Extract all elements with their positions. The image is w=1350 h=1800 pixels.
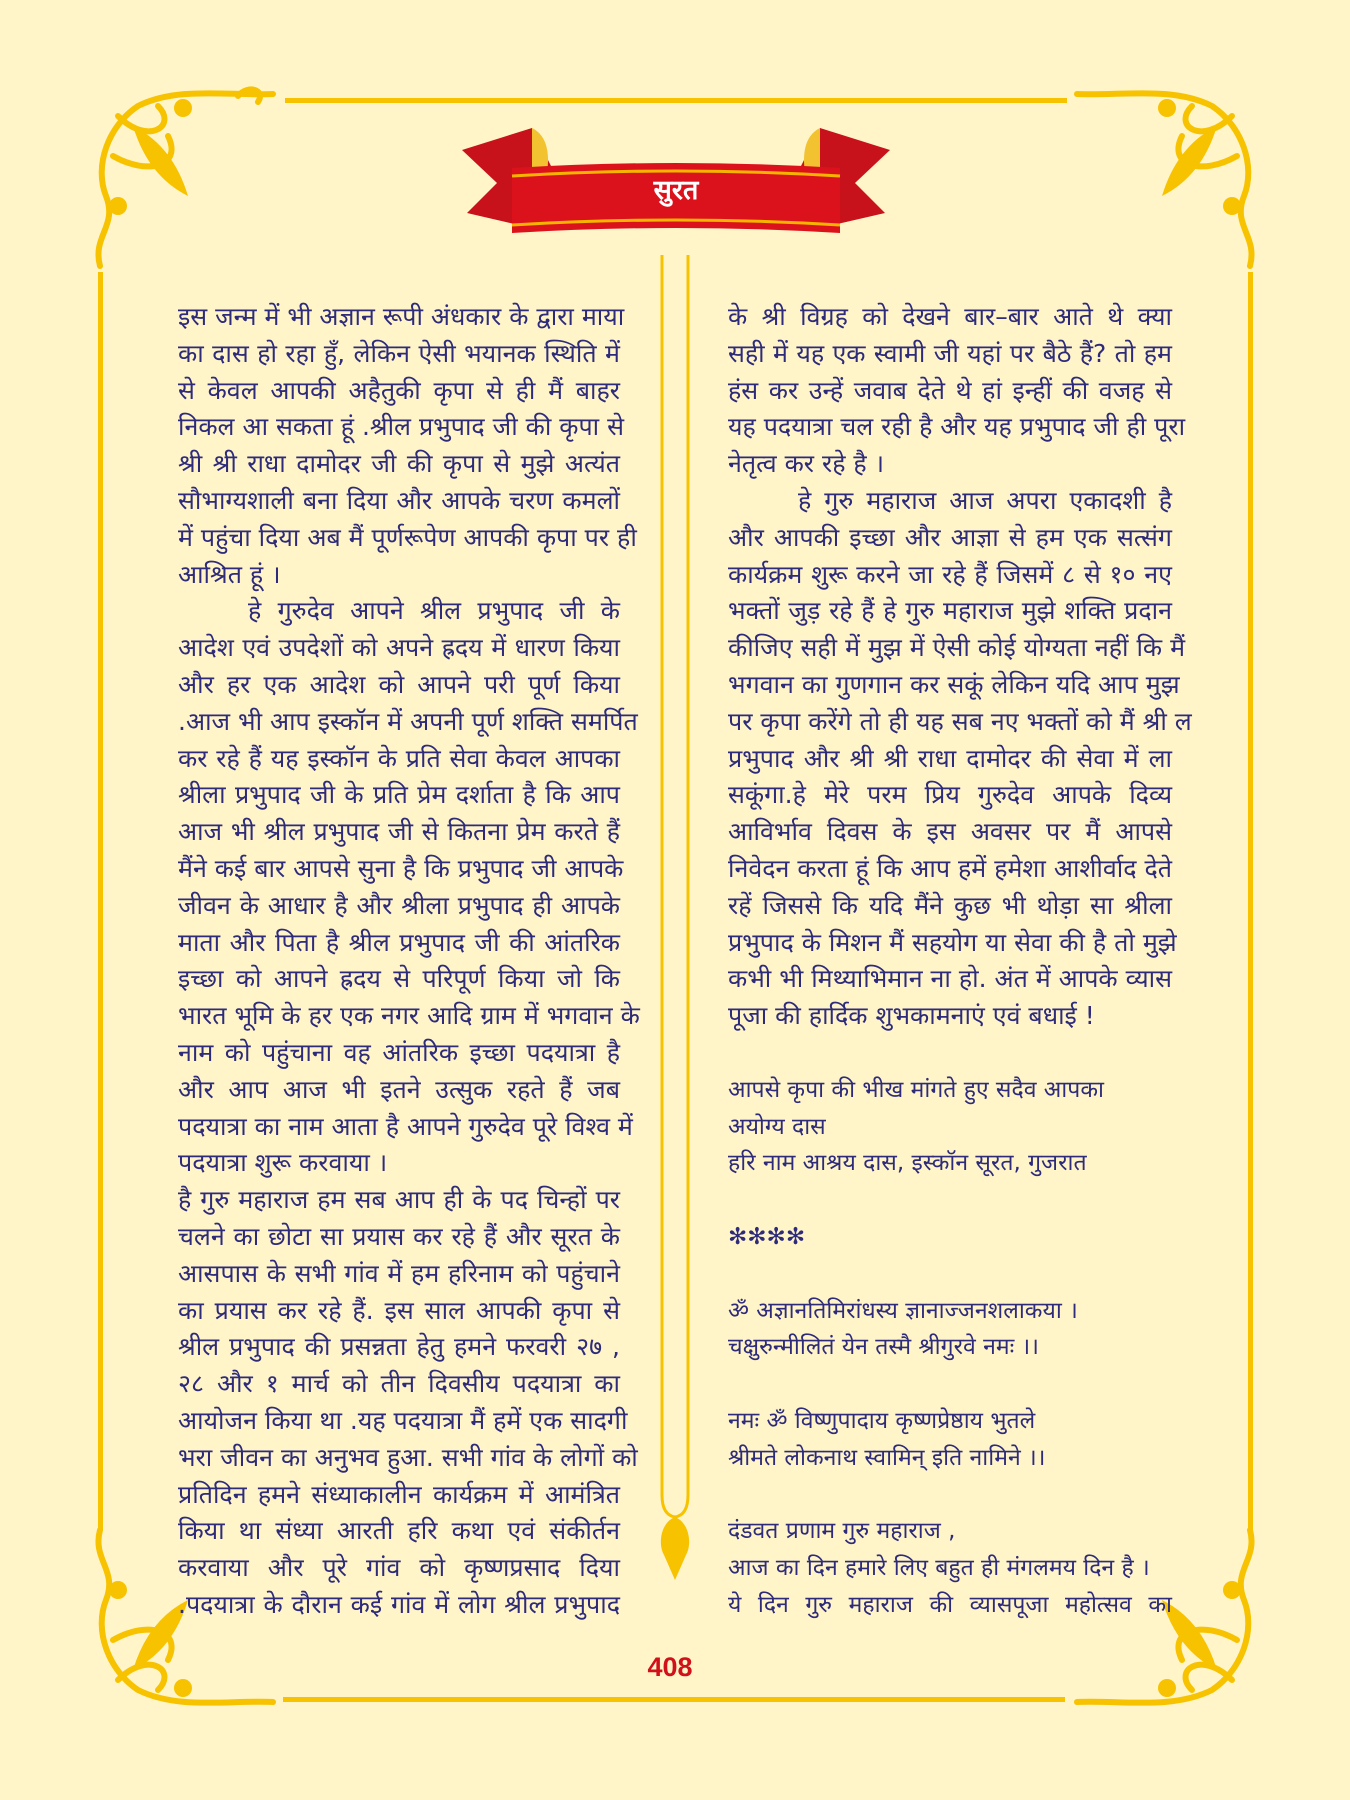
text-line: श्रीमते लोकनाथ स्वामिन् इति नामिने ।। [728, 1444, 1046, 1471]
text-line [728, 1182, 1172, 1219]
text-line: किया था संध्या आरती हरि कथा एवं संकीर्तन [178, 1516, 620, 1546]
text-line: भरा जीवन का अनुभव हुआ. सभी गांव के लोगों को [178, 1442, 638, 1472]
top-border-line [285, 98, 1067, 103]
text-line: दंडवत प्रणाम गुरु महाराज , [728, 1518, 956, 1545]
text-line: पदयात्रा का नाम आता है आपने गुरुदेव पूरे विश्व में [178, 1111, 633, 1141]
text-line: से केवल आपकी अहैतुकी कृपा से ही मैं बाहर [178, 375, 620, 405]
text-line: सकूंगा.हे मेरे परम प्रिय गुरुदेव आपके दिव्य [728, 780, 1172, 810]
text-line: .पदयात्रा के दौरान कई गांव में लोग श्रील प्रभुपाद [178, 1589, 620, 1619]
corner-ornament-top-left-icon [88, 86, 278, 276]
text-line: आविर्भाव दिवस के इस अवसर पर मैं आपसे [728, 817, 1172, 847]
text-line [728, 1256, 1172, 1293]
text-line: भगवान का गुणगान कर सकूं लेकिन यदि आप मुझ [728, 669, 1180, 699]
text-line: सही में यह एक स्वामी जी यहां पर बैठे हैं? तो हम [728, 338, 1172, 368]
right-border-line [1248, 272, 1253, 1530]
text-line: प्रतिदिन हमने संध्याकालीन कार्यक्रम में आमंत्रित [178, 1479, 620, 1509]
text-line: .आज भी आप इस्कॉन में अपनी पूर्ण शक्ति समर्पित [178, 706, 638, 736]
text-line: यह पदयात्रा चल रही है और यह प्रभुपाद जी ही पूरा [728, 412, 1186, 442]
text-line: पूजा की हार्दिक शुभकामनाएं एवं बधाई ! [728, 1001, 1095, 1031]
right-text-column [728, 299, 1192, 1624]
text-line: हरि नाम आश्रय दास, इस्कॉन सूरत, गुजरात [728, 1150, 1087, 1177]
text-line: रहें जिससे कि यदि मैंने कुछ भी थोड़ा सा श्रीला [728, 890, 1172, 920]
text-line: पदयात्रा शुरू करवाया । [178, 1148, 388, 1178]
text-line: निकल आ सकता हूं .श्रील प्रभुपाद जी की कृपा से [178, 412, 624, 442]
text-line: में पहुंचा दिया अब मैं पूर्णरूपेण आपकी कृपा पर ही [178, 522, 637, 552]
text-line: आसपास के सभी गांव में हम हरिनाम को पहुंचाने [178, 1258, 620, 1288]
text-line: भक्तों जुड़ रहे हैं हे गुरु महाराज मुझे शक्ति प्रदान [728, 596, 1172, 626]
text-line: हे गुरु महाराज आज अपरा एकादशी है [798, 485, 1172, 515]
text-line: नाम को पहुंचाना वह आंतरिक इच्छा पदयात्रा है [178, 1037, 620, 1067]
text-line: का दास हो रहा हुँ, लेकिन ऐसी भयानक स्थिति में [178, 338, 620, 368]
left-text-column [178, 299, 640, 1624]
text-line: के श्री विग्रह को देखने बार–बार आते थे क्या [728, 302, 1172, 331]
text-line: का प्रयास कर रहे हैं. इस साल आपकी कृपा से [178, 1295, 620, 1325]
text-line: ये दिन गुरु महाराज की व्यासपूजा महोत्सव का [728, 1591, 1172, 1618]
text-line: श्रील प्रभुपाद की प्रसन्नता हेतु हमने फरवरी २७ , [178, 1332, 620, 1362]
bottom-border-line [283, 1697, 1065, 1702]
text-line: सौभाग्यशाली बना दिया और आपके चरण कमलों [178, 485, 620, 515]
text-line: भारत भूमि के हर एक नगर आदि ग्राम में भगवान के [178, 1001, 640, 1031]
text-line: माता और पिता है श्रील प्रभुपाद जी की आंतरिक [178, 927, 620, 957]
text-line: है गुरु महाराज हम सब आप ही के पद चिन्हों पर [178, 1185, 620, 1215]
title-banner [462, 128, 890, 238]
text-line: कार्यक्रम शुरू करने जा रहे हैं जिसमें ८ से १० नए [728, 559, 1172, 589]
text-line: आश्रित हूं । [178, 559, 281, 589]
text-line: और आप आज भी इतने उत्सुक रहते हैं जब [178, 1074, 620, 1104]
text-line: प्रभुपाद के मिशन मैं सहयोग या सेवा की है तो मुझे [728, 927, 1177, 957]
text-line: मैंने कई बार आपसे सुना है कि प्रभुपाद जी आपके [178, 853, 624, 883]
page-number: 408 [647, 1652, 693, 1682]
text-line: अयोग्य दास [728, 1113, 826, 1140]
text-line: पर कृपा करेंगे तो ही यह सब नए भक्तों को मैं श्री ल [728, 706, 1192, 736]
text-line: आदेश एवं उपदेशों को अपने ह्रदय में धारण किया [178, 633, 620, 663]
text-line: कीजिए सही में मुझ में ऐसी कोई योग्यता नहीं कि मैं [728, 633, 1186, 663]
text-line: नमः ॐ विष्णुपादाय कृष्णप्रेष्ठाय भुतले [728, 1407, 1036, 1434]
text-line: श्रीला प्रभुपाद जी के प्रति प्रेम दर्शाता है कि आप [178, 780, 620, 810]
text-line [728, 1035, 1172, 1072]
text-line: निवेदन करता हूं कि आप हमें हमेशा आशीर्वाद देते [728, 853, 1172, 883]
text-line [728, 1477, 1172, 1514]
text-line: हे गुरुदेव आपने श्रील प्रभुपाद जी के [248, 596, 620, 626]
text-line: चलने का छोटा सा प्रयास कर रहे हैं और सूरत के [178, 1221, 620, 1251]
column-divider-icon [650, 255, 700, 1585]
text-line: आज भी श्रील प्रभुपाद जी से कितना प्रेम करते हैं [178, 817, 620, 847]
text-line: कर रहे हैं यह इस्कॉन के प्रति सेवा केवल आपका [178, 743, 620, 773]
left-border-line [98, 272, 103, 1530]
text-line: आज का दिन हमारे लिए बहुत ही मंगलमय दिन है । [728, 1555, 1150, 1582]
text-line: २८ और १ मार्च को तीन दिवसीय पदयात्रा का [178, 1369, 620, 1399]
text-line: श्री श्री राधा दामोदर जी की कृपा से मुझे अत्यंत [178, 449, 620, 479]
text-line: ॐ अज्ञानतिमिरांधस्य ज्ञानाज्जनशलाकया । [728, 1297, 1078, 1324]
text-line: प्रभुपाद और श्री श्री राधा दामोदर की सेवा में ला [728, 743, 1172, 773]
text-line: नेतृत्व कर रहे है । [728, 449, 885, 479]
text-line: करवाया और पूरे गांव को कृष्णप्रसाद दिया [178, 1553, 620, 1583]
corner-ornament-top-right-icon [1072, 86, 1262, 276]
text-line: ✻✻✻✻ [728, 1223, 806, 1250]
text-line: इस जन्म में भी अज्ञान रूपी अंधकार के द्वारा माया [178, 302, 625, 331]
text-line: जीवन के आधार है और श्रीला प्रभुपाद ही आपके [178, 890, 620, 920]
text-line: आपसे कृपा की भीख मांगते हुए सदैव आपका [728, 1076, 1104, 1103]
text-line: हंस कर उन्हें जवाब देते थे हां इन्हीं की वजह से [728, 375, 1172, 405]
text-line: इच्छा को आपने ह्रदय से परिपूर्ण किया जो कि [178, 964, 620, 994]
text-line: चक्षुरुन्मीलितं येन तस्मै श्रीगुरवे नमः ।। [728, 1334, 1039, 1361]
text-line: कभी भी मिथ्याभिमान ना हो. अंत में आपके व्यास [728, 964, 1172, 994]
banner-title: सुरत [653, 175, 699, 206]
text-line: और आपकी इच्छा और आज्ञा से हम एक सत्संग [728, 522, 1172, 552]
text-line [728, 1366, 1172, 1403]
text-line: और हर एक आदेश को आपने परी पूर्ण किया [178, 669, 620, 699]
text-line: आयोजन किया था .यह पदयात्रा मैं हमें एक सादगी [178, 1405, 628, 1435]
